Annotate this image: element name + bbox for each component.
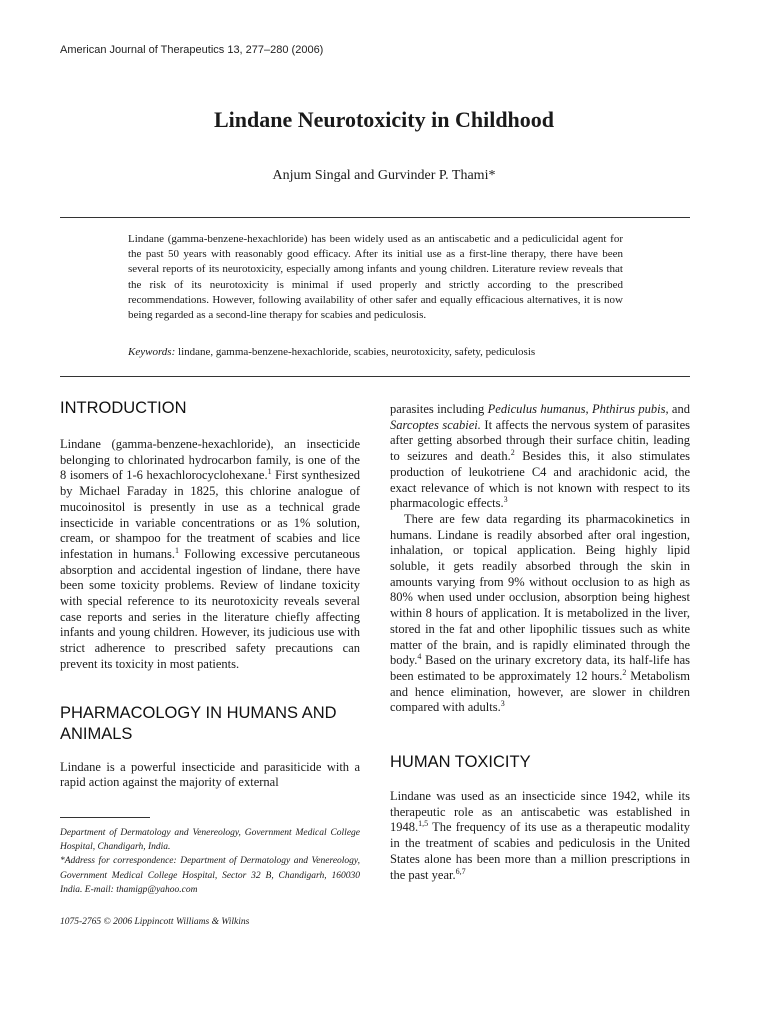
- reference-marker[interactable]: 2: [622, 667, 627, 677]
- pharmacology-heading: PHARMACOLOGY IN HUMANS AND ANIMALS: [60, 703, 337, 743]
- abstract: Lindane (gamma-benzene-hexachloride) has been widely used as an antiscabetic and a pediculicidal agent for the past 50 years with reasonably good efficacy. After its initial use as a first-line therapy, there have been several reports of its neurotoxicity, especially among infants and young children. Literature review reveals that the risk of its neurotoxicity is minimal if used properly and strictly according to the prescribed recommendations. However, following availability of other safer and equally efficacious alternatives, it is now being regarded as a second-line therapy for scabies and pediculosis.: [128, 233, 623, 322]
- reference-marker[interactable]: 3: [503, 495, 508, 505]
- pharmacology-paragraph-start: Lindane is a powerful insecticide and parasiticide with a rapid action against the majority of external: [60, 759, 360, 790]
- reference-marker[interactable]: 1: [267, 467, 272, 477]
- reference-marker[interactable]: 1,5: [418, 819, 429, 829]
- introduction-paragraph: Lindane (gamma-benzene-hexachloride), an insecticide belonging to chlorinated hydrocarbon family, is one of the 8 isomers of 1-6 hexachlorocyclohexane.$^1$ First synthesized by Michael Faraday in 1825, this chlorine analogue of mucoinositol is presently in use as a technical grade insecticide in variable concentrations or as 1% solution, cream, or shampoo for the treatment of scabies and lice infestation in humans.$^1$ Following excessive percutaneous absorption and accidental ingestion of lindane, there have been some toxicity problems. Review of lindane toxicity with special reference to its neurotoxicity reveals several case reports and series in the literature chiefly affecting infants and young children. However, its judicious use with strict adherence to prescribed safety precautions can prevent its toxicity in most patients.: [60, 437, 361, 671]
- footnote-rule: [60, 817, 150, 818]
- reference-marker[interactable]: 3: [500, 699, 505, 709]
- correspondence-note: *Address for correspondence: Department of Dermatology and Venereology, Government Medical College Hospital, Sector 32 B, Chandigarh, 160030 India. E-mail: thamigp@yahoo.com: [60, 856, 360, 895]
- keywords-label: Keywords:: [128, 346, 176, 358]
- article-title: Lindane Neurotoxicity in Childhood: [213, 107, 555, 132]
- reference-marker[interactable]: 4: [417, 652, 422, 662]
- affiliation-note: Department of Dermatology and Venereology, Government Medical College Hospital, Chandigarh, India.: [60, 828, 360, 853]
- left-column: [60, 398, 360, 791]
- human-toxicity-paragraph: Lindane was used as an insecticide since 1942, while its therapeutic role as an antiscabetic was established in 1948.$^{1,5}$ The frequency of its use as a therapeutic modality in the treatment of scabies and pediculosis in the United States alone has been more than a million prescriptions in the past year.$^{6,7}$: [390, 789, 690, 882]
- reference-marker[interactable]: 6,7: [455, 866, 466, 876]
- bottom-rule: [60, 376, 690, 377]
- author-line: Anjum Singal and Gurvinder P. Thami*: [272, 168, 496, 183]
- keywords-text: lindane, gamma-benzene-hexachloride, scabies, neurotoxicity, safety, pediculosis: [178, 346, 536, 358]
- pharmacokinetics-paragraph: There are few data regarding its pharmacokinetics in humans. Lindane is readily absorbed after oral ingestion, inhalation, or topical application. Being highly lipid soluble, it gets readily absorbed through the skin in amounts varying from 9% without occlusion to as high as 80% when used under occlusion, absorption being highest within 8 hours of application. It is metabolized in the liver, stored in the fat and other lipophilic tissues such as white matter of the brain, and is rapidly eliminated through the body.$^4$ Based on the urinary excretory data, its half-life has been estimated to be approximately 12 hours.$^2$ Metabolism and hence elimination, however, are slower in children compared with adults.$^3$: [390, 511, 690, 715]
- keywords: [128, 346, 628, 358]
- species-names: Pediculus humanus, Phthirus pubis,: [487, 402, 669, 416]
- running-head: American Journal of Therapeutics 13, 277–280 (2006): [60, 44, 324, 56]
- reference-marker[interactable]: 2: [510, 447, 515, 457]
- human-toxicity-heading: HUMAN TOXICITY: [390, 753, 531, 772]
- reference-marker[interactable]: 1: [175, 545, 180, 555]
- pharmacology-paragraph-continued: parasites including Pediculus humanus, Phthirus pubis, and Sarcoptes scabiei. It affects the nervous system of parasites after getting absorbed through their surface chitin, leading to seizures and death.$^2$ Besides this, it also stimulates production of leukotriene C4 and arachidonic acid, the exact relevance of which is not known with respect to its pharmacologic effects.$^3$: [390, 402, 690, 511]
- top-rule: [60, 217, 690, 218]
- species-name: Sarcoptes scabiei.: [390, 417, 481, 432]
- introduction-heading: INTRODUCTION: [60, 399, 187, 417]
- footnote-block: [60, 826, 360, 897]
- right-column: [390, 402, 690, 883]
- copyright-line: 1075-2765 © 2006 Lippincott Williams & Wilkins: [60, 917, 250, 927]
